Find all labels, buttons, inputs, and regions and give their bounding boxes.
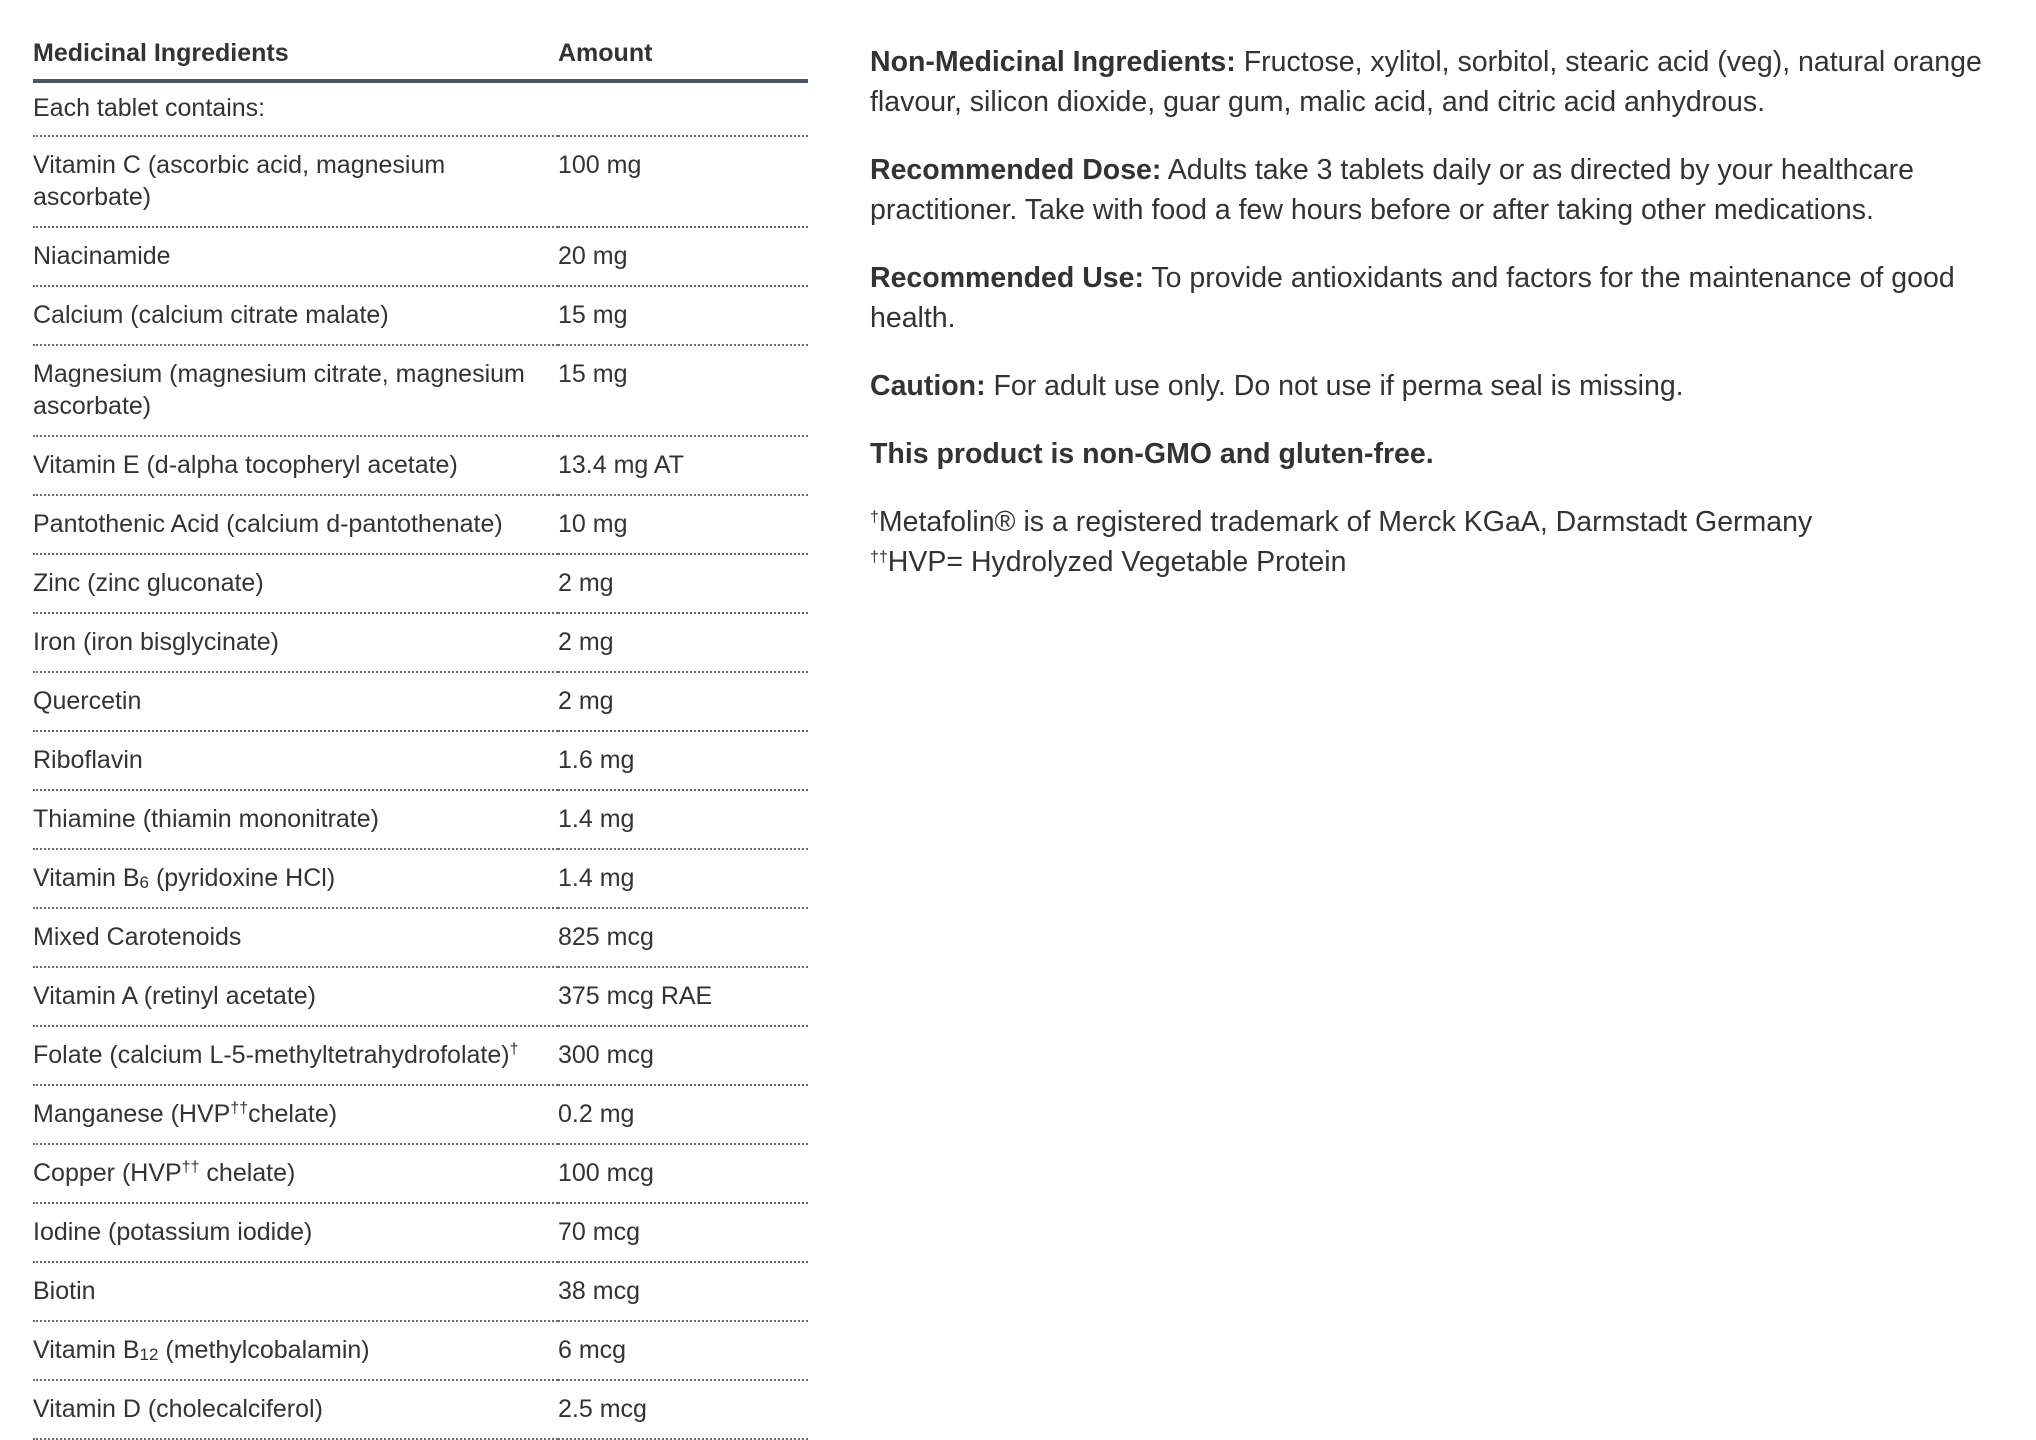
ingredient-name: Iron (iron bisglycinate) <box>33 613 558 672</box>
ingredient-name: Calcium (calcium citrate malate) <box>33 286 558 345</box>
ingredient-amount: 2 mg <box>558 672 808 731</box>
dose-text: Adults take 3 tablets daily or as directed by your healthcare practitioner. Take with food a few hours before or after taking other medications. <box>870 154 1914 226</box>
ingredient-amount: 1.6 mg <box>558 731 808 790</box>
table-row <box>33 1026 808 1085</box>
ingredient-amount: 100 mg <box>558 136 808 227</box>
ingredient-name: Pantothenic Acid (calcium d-pantothenate) <box>33 495 558 554</box>
ingredient-name: Vitamin $B_6$ (pyridoxine HCl) <box>33 849 558 908</box>
ingredient-amount: 6 mcg <box>558 1321 808 1380</box>
footnote-metafolin-text: Metafolin® is a registered trademark of Merck KGaA, Darmstadt Germany <box>878 506 1813 538</box>
footnote-hvp-text: HVP= Hydrolyzed Vegetable Protein <box>887 546 1347 578</box>
product-info <box>870 42 2020 582</box>
ingredient-name: Magnesium (magnesium citrate, magnesium ascorbate) <box>33 345 558 436</box>
ingredient-name: Mixed Carotenoids <box>33 908 558 967</box>
ingredient-name: Manganese (HVP††chelate) <box>33 1085 558 1144</box>
ingredient-amount: 100 mcg <box>558 1144 808 1203</box>
ingredient-name: Vitamin $B_{12}$ (methylcobalamin) <box>33 1321 558 1380</box>
ingredient-amount: 375 mcg RAE <box>558 967 808 1026</box>
ingredient-name: Vitamin D (cholecalciferol) <box>33 1380 558 1439</box>
ingredient-name: Vitamin E (d-alpha tocopheryl acetate) <box>33 436 558 495</box>
ingredient-amount: 1.4 mg <box>558 849 808 908</box>
non-medicinal-ingredients <box>870 42 2020 122</box>
header-ingredients: Medicinal Ingredients <box>33 34 558 81</box>
dose-label: Recommended Dose: <box>870 154 1162 186</box>
ingredient-amount: 15 mg <box>558 286 808 345</box>
ingredient-amount: 2 mg <box>558 613 808 672</box>
ingredient-name: Thiamine (thiamin mononitrate) <box>33 790 558 849</box>
footnote-metafolin <box>870 502 2020 542</box>
ingredient-amount: 2 mg <box>558 554 808 613</box>
ingredient-amount: 300 mcg <box>558 1026 808 1085</box>
ingredient-amount: 1.4 mg <box>558 790 808 849</box>
use-label: Recommended Use: <box>870 262 1144 294</box>
table-row <box>33 672 808 731</box>
table-row <box>33 136 808 227</box>
ingredient-name: Zinc (zinc gluconate) <box>33 554 558 613</box>
ingredient-name: Biotin <box>33 1262 558 1321</box>
ingredient-name: Copper (HVP†† chelate) <box>33 1144 558 1203</box>
recommended-use <box>870 258 2020 338</box>
table-row <box>33 1380 808 1439</box>
ingredient-amount: 38 mcg <box>558 1262 808 1321</box>
table-row <box>33 227 808 286</box>
intro-text: Each tablet contains: <box>33 81 558 136</box>
non-gmo-statement <box>870 434 2020 474</box>
footnote-hvp <box>870 542 2020 582</box>
recommended-dose <box>870 150 2020 230</box>
caution <box>870 366 2020 406</box>
ingredient-amount: 13.4 mg AT <box>558 436 808 495</box>
ingredient-amount: 10 mg <box>558 495 808 554</box>
ingredient-amount: 825 mcg <box>558 908 808 967</box>
caution-text: For adult use only. Do not use if perma seal is missing. <box>985 370 1684 402</box>
ingredient-name: Niacinamide <box>33 227 558 286</box>
table-row <box>33 849 808 908</box>
table-row <box>33 495 808 554</box>
table-header-row <box>33 34 808 81</box>
ingredients-table <box>33 34 808 1440</box>
table-row <box>33 1085 808 1144</box>
table-row <box>33 1144 808 1203</box>
ingredient-name: Vitamin C (ascorbic acid, magnesium ascorbate) <box>33 136 558 227</box>
ingredient-amount: 15 mg <box>558 345 808 436</box>
table-row <box>33 731 808 790</box>
table-row <box>33 1262 808 1321</box>
footnote-mark-double-dagger: †† <box>870 549 888 566</box>
table-row <box>33 790 808 849</box>
ingredient-amount: 70 mcg <box>558 1203 808 1262</box>
table-row <box>33 554 808 613</box>
ingredient-name: Quercetin <box>33 672 558 731</box>
table-row <box>33 286 808 345</box>
non-medicinal-text: Fructose, xylitol, sorbitol, stearic acid (veg), natural orange flavour, silicon dioxide, guar gum, malic acid, and citric acid anhydrous. <box>870 46 1982 118</box>
table-row <box>33 436 808 495</box>
table-row <box>33 345 808 436</box>
ingredient-amount: 0.2 mg <box>558 1085 808 1144</box>
header-amount: Amount <box>558 34 808 81</box>
non-medicinal-label: Non-Medicinal Ingredients: <box>870 46 1236 78</box>
ingredient-amount: 20 mg <box>558 227 808 286</box>
ingredient-name: Iodine (potassium iodide) <box>33 1203 558 1262</box>
table-row <box>33 967 808 1026</box>
table-row <box>33 1321 808 1380</box>
table-intro-row <box>33 81 808 136</box>
footnotes <box>870 502 2020 582</box>
non-gmo-text: This product is non-GMO and gluten-free. <box>870 438 1434 470</box>
ingredient-name: Riboflavin <box>33 731 558 790</box>
use-text: To provide antioxidants and factors for the maintenance of good health. <box>870 262 1955 334</box>
table-row <box>33 1203 808 1262</box>
ingredient-name: Folate (calcium L-5-methyltetrahydrofolate)† <box>33 1026 558 1085</box>
footnote-mark-dagger: † <box>870 509 879 526</box>
ingredient-amount: 2.5 mcg <box>558 1380 808 1439</box>
caution-label: Caution: <box>870 370 986 402</box>
ingredient-name: Vitamin A (retinyl acetate) <box>33 967 558 1026</box>
intro-empty <box>558 81 808 136</box>
table-row <box>33 908 808 967</box>
table-row <box>33 613 808 672</box>
